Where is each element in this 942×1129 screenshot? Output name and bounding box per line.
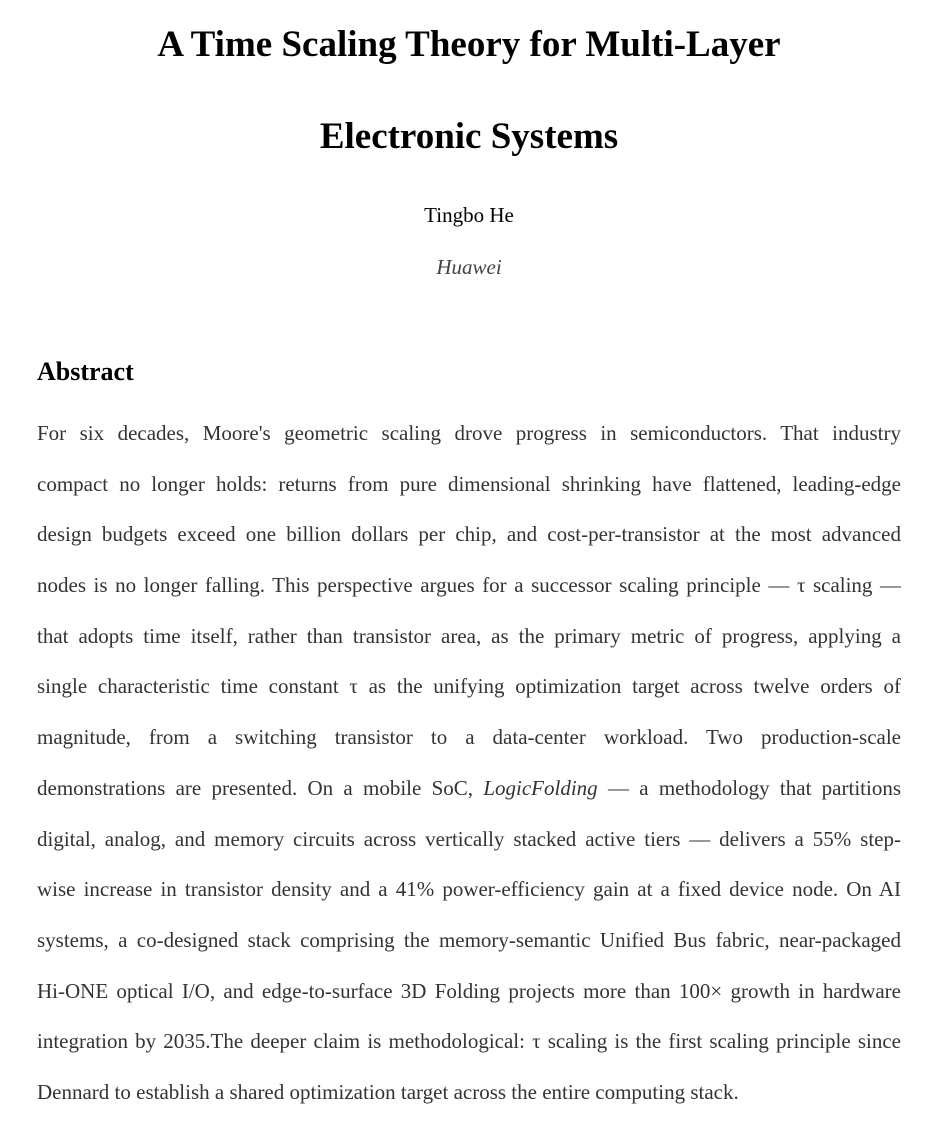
abstract-line: magnitude, from a switching transistor to a data-center workload. Two production-scale	[37, 725, 901, 750]
abstract-line: design budgets exceed one billion dollars per chip, and cost-per-transistor at the most advanced	[37, 522, 901, 547]
abstract-line: that adopts time itself, rather than transistor area, as the primary metric of progress, applying a	[37, 623, 901, 648]
abstract-line-8-head: demonstrations are presented. On a mobile SoC,	[37, 775, 474, 800]
abstract-line: single characteristic time constant τ as the unifying optimization target across twelve orders of	[37, 674, 901, 699]
abstract-line: digital, analog, and memory circuits across vertically stacked active tiers — delivers a 55% step-	[37, 826, 901, 851]
author-affiliation: Huawei	[436, 255, 502, 279]
abstract-heading: Abstract	[37, 357, 134, 386]
abstract-line: wise increase in transistor density and a 41% power-efficiency gain at a fixed device node. On AI	[37, 877, 901, 902]
abstract-line: compact no longer holds: returns from pure dimensional shrinking have flattened, leading-edge	[37, 471, 901, 496]
abstract-line-8-tail: — a methodology that partitions	[607, 775, 902, 800]
abstract-line: Hi-ONE optical I/O, and edge-to-surface 3D Folding projects more than 100× growth in hardware	[37, 978, 901, 1003]
abstract-line: For six decades, Moore's geometric scaling drove progress in semiconductors. That industry	[37, 421, 901, 445]
paper-title-line-1: A Time Scaling Theory for Multi-Layer	[157, 24, 781, 65]
abstract-line	[37, 763, 901, 814]
logicfolding-term: LogicFolding	[483, 775, 598, 800]
abstract-line: integration by 2035.The deeper claim is methodological: τ scaling is the first scaling principle since	[37, 1029, 901, 1054]
paper-title-line-2: Electronic Systems	[319, 116, 619, 157]
abstract-line: nodes is no longer falling. This perspective argues for a successor scaling principle — τ scaling —	[37, 573, 901, 598]
abstract-body	[37, 408, 901, 1118]
author-name: Tingbo He	[424, 203, 514, 227]
abstract-line: systems, a co-designed stack comprising the memory-semantic Unified Bus fabric, near-packaged	[37, 927, 901, 952]
abstract-line: Dennard to establish a shared optimization target across the entire computing stack.	[37, 1079, 739, 1104]
